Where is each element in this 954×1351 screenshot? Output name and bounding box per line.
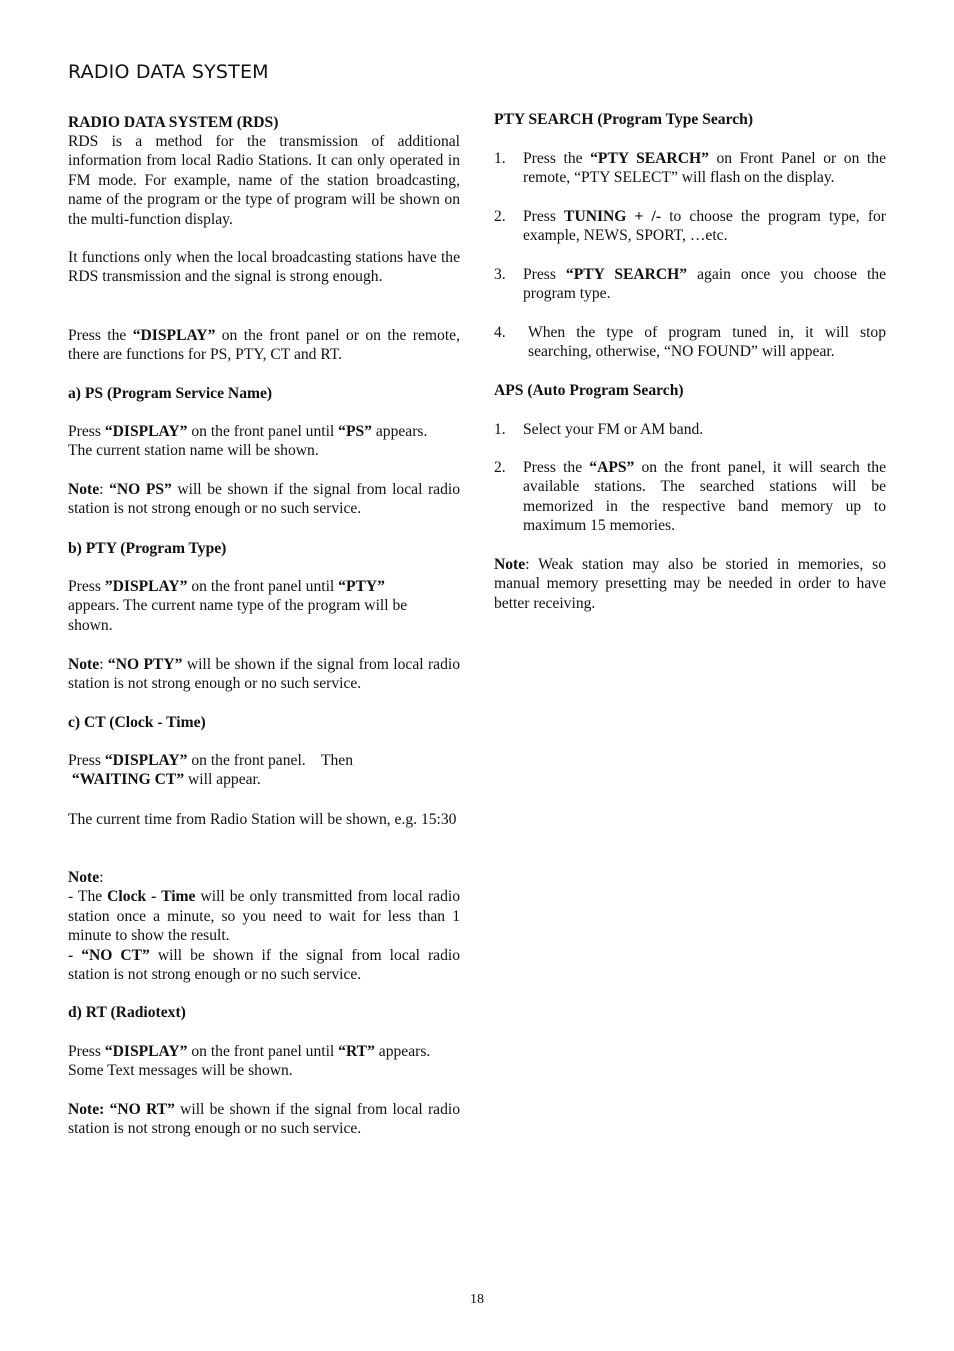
list-item-number: 2. (494, 459, 506, 476)
list-item (494, 323, 886, 363)
rds-heading: RADIO DATA SYSTEM (RDS) (68, 114, 279, 131)
ps-paragraph: Press “DISPLAY” on the front panel until “PS” appears. The current station name will be shown. (68, 423, 428, 460)
ct-time-paragraph: The current time from Radio Station will be shown, e.g. 15:30 (68, 811, 457, 828)
list-item-text: When the type of program tuned in, it will stop searching, otherwise, “NO FOUND” will appear. (528, 324, 886, 361)
aps-heading: APS (Auto Program Search) (494, 382, 684, 399)
pty-search-heading: PTY SEARCH (Program Type Search) (494, 111, 754, 128)
page-title: RADIO DATA SYSTEM (68, 61, 269, 83)
list-item-number: 2. (494, 208, 506, 225)
list-item (494, 265, 886, 305)
list-item-text: Press TUNING + /- to choose the program type, for example, NEWS, SPORT, …etc. (523, 208, 886, 245)
pty-note: Note: “NO PTY” will be shown if the signal from local radio station is not strong enough or no such service. (68, 656, 460, 693)
ct-paragraph: Press “DISPLAY” on the front panel. Then “WAITING CT” will appear. (68, 752, 354, 789)
ct-heading: c) CT (Clock - Time) (68, 714, 206, 731)
list-item-text: Select your FM or AM band. (523, 421, 704, 438)
ps-note: Note: “NO PS” will be shown if the signal from local radio station is not strong enough or no such service. (68, 481, 460, 518)
rds-intro-paragraph: RDS is a method for the transmission of additional information from local Radio Stations. It can only operated in FM mode. For example, name of the station broadcasting, name of the program or the type of program will be shown on the multi-function display. (68, 133, 460, 228)
pty-heading: b) PTY (Program Type) (68, 540, 227, 557)
rds-functions-paragraph: It functions only when the local broadcasting stations have the RDS transmission and the signal is strong enough. (68, 249, 460, 286)
list-item-number: 1. (494, 421, 506, 438)
list-item-text: Press the “PTY SEARCH” on Front Panel or on the remote, “PTY SELECT” will flash on the display. (523, 150, 886, 187)
pty-paragraph: Press ”DISPLAY” on the front panel until “PTY” appears. The current name type of the program will be shown. (68, 578, 408, 634)
list-item-text: Press “PTY SEARCH” again once you choose the program type. (523, 266, 886, 303)
ps-heading: a) PS (Program Service Name) (68, 385, 273, 402)
rt-paragraph: Press “DISPLAY” on the front panel until “RT” appears. Some Text messages will be shown. (68, 1043, 431, 1080)
list-item (494, 149, 886, 189)
list-item (494, 420, 886, 440)
list-item-text: Press the “APS” on the front panel, it will search the available stations. The searched stations will be memorized in the respective band memory up to maximum 15 memories. (523, 459, 886, 535)
list-item (494, 207, 886, 247)
ct-note: Note: - The Clock - Time will be only transmitted from local radio station once a minute, so you need to wait for less than 1 minute to show the result. - “NO CT” will be shown if the signal from local radio station is not strong enough or no such service. (68, 869, 461, 984)
rt-heading: d) RT (Radiotext) (68, 1004, 186, 1021)
rds-display-paragraph: Press the “DISPLAY” on the front panel or on the remote, there are functions for PS, PTY, CT and RT. (68, 327, 460, 364)
list-item-number: 4. (494, 324, 506, 341)
aps-note: Note: Weak station may also be storied in memories, so manual memory presetting may be needed in order to have better receiving. (494, 556, 886, 612)
list-item-number: 3. (494, 266, 506, 283)
list-item (494, 458, 886, 538)
rt-note: Note: “NO RT” will be shown if the signal from local radio station is not strong enough or no such service. (68, 1101, 461, 1138)
list-item-number: 1. (494, 150, 506, 167)
page-number: 18 (470, 1292, 484, 1307)
